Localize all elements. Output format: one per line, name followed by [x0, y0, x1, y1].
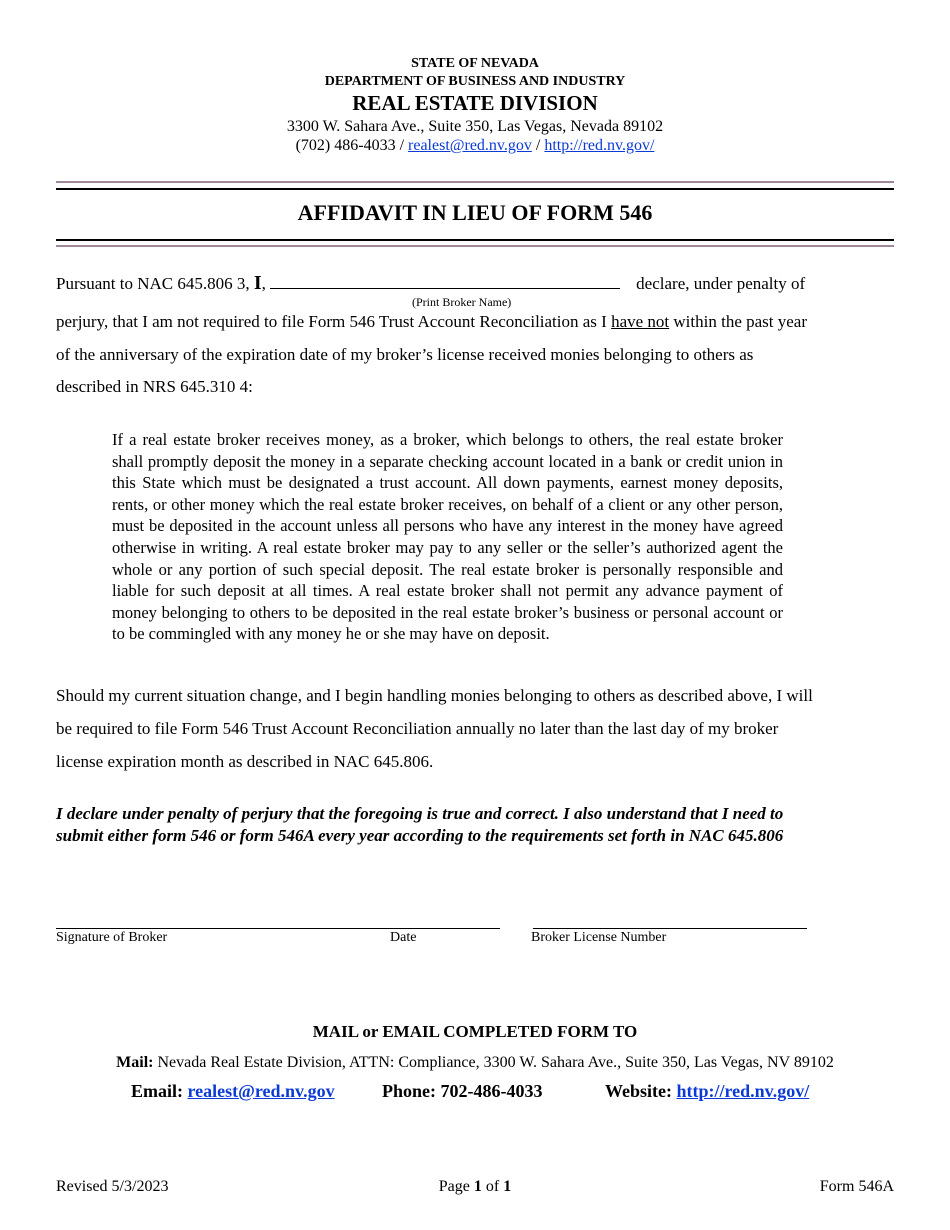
footer-page: [0, 1178, 950, 1196]
top-rule: [56, 188, 894, 190]
mail-address: Nevada Real Estate Division, ATTN: Compliance, 3300 W. Sahara Ave., Suite 350, Las Vegas, NV 89102: [157, 1054, 834, 1071]
footer-form: Form 546A: [819, 1178, 894, 1195]
intro-line-3: of the anniversary of the expiration date of my broker’s license received monies belonging to others as: [56, 345, 754, 364]
footer-page-num: 1: [473, 1178, 482, 1195]
intro-pursuant: Pursuant to NAC 645.806 3,: [56, 274, 250, 293]
header-address: 3300 W. Sahara Ave., Suite 350, Las Vegas, Nevada 89102: [286, 118, 664, 135]
website-link[interactable]: http://red.nv.gov/: [676, 1081, 810, 1101]
website-label: Website:: [605, 1081, 672, 1101]
broker-name-field[interactable]: [270, 274, 620, 289]
header-email-link[interactable]: realest@red.nv.gov: [408, 137, 532, 154]
top-accent-rule: [56, 181, 894, 183]
email-label: Email:: [131, 1081, 183, 1101]
have-not-text: have not: [611, 312, 670, 331]
footer-revised: Revised 5/3/2023: [56, 1178, 169, 1195]
intro-line2-start: perjury, that I am not required to file Form 546 Trust Account Reconciliation as I: [56, 312, 607, 331]
header-division: REAL ESTATE DIVISION: [352, 91, 598, 115]
bottom-rule: [56, 239, 894, 241]
signature-date-line[interactable]: [56, 928, 500, 929]
intro-line-1: [56, 272, 805, 295]
license-number-line[interactable]: [533, 928, 807, 929]
website-group: [605, 1081, 809, 1102]
intro-i: I: [253, 272, 262, 294]
intro-comma: ,: [261, 274, 266, 293]
declaration-line-2: submit either form 546 or form 546A every year according to the requirements set forth in NAC 645.806: [56, 826, 784, 845]
phone-group: [382, 1081, 543, 1102]
footer-of-word: of: [485, 1178, 500, 1195]
footer-page-word: Page: [438, 1178, 470, 1195]
header-phone: (702) 486-4033 /: [295, 137, 405, 154]
declaration: [56, 803, 894, 847]
nrs-quote: If a real estate broker receives money, as a broker, which belongs to others, the real estate broker shall promptly deposit the money in a separate checking account located in a bank or credit union in this State which must be designated a trust account. All down payments, earnest money deposits, rents, or other money which the real estate broker receives, on behalf of a client or any other person, must be deposited in the account unless all persons who have any interest in the money have agreed otherwise in writing. A real estate broker may pay to any seller or the seller’s authorized agent the whole or any portion of such special deposit. The real estate broker is personally responsible and liable for such deposit at all times. A real estate broker shall not permit any advance payment of money belonging to others to be deposited in the real estate broker’s business or personal account or to be commingled with any money he or she may have on deposit.: [112, 430, 783, 644]
change-line-3: license expiration month as described in NAC 645.806.: [56, 752, 434, 771]
signature-label: Signature of Broker: [56, 930, 168, 945]
print-name-label: (Print Broker Name): [412, 295, 512, 309]
phone-number: 702-486-4033: [440, 1081, 543, 1101]
mail-heading: MAIL or EMAIL COMPLETED FORM TO: [312, 1022, 638, 1041]
phone-label: Phone:: [382, 1081, 436, 1101]
intro-line-4: described in NRS 645.310 4:: [56, 377, 253, 396]
change-line-1: Should my current situation change, and I begin handling monies belonging to others as described above, I will: [56, 686, 813, 705]
intro-declare: declare, under penalty of: [636, 274, 806, 293]
header-state: STATE OF NEVADA: [411, 56, 539, 71]
date-label: Date: [390, 930, 417, 945]
header-separator: /: [535, 137, 541, 154]
email-link[interactable]: realest@red.nv.gov: [187, 1081, 335, 1101]
declaration-line-1: I declare under penalty of perjury that the foregoing is true and correct. I also understand that I need to: [56, 804, 784, 823]
change-line-2: be required to file Form 546 Trust Account Reconciliation annually no later than the last day of my broker: [56, 719, 779, 738]
mail-line: [0, 1054, 950, 1072]
intro-line2-end: within the past year: [673, 312, 808, 331]
email-group: [131, 1081, 335, 1102]
header-department: DEPARTMENT OF BUSINESS AND INDUSTRY: [324, 74, 626, 89]
mail-label: Mail:: [116, 1054, 154, 1071]
bottom-accent-rule: [56, 245, 894, 247]
footer-page-total: 1: [503, 1178, 512, 1195]
license-label: Broker License Number: [531, 930, 667, 945]
header-contact: [0, 137, 950, 155]
page-title: AFFIDAVIT IN LIEU OF FORM 546: [297, 200, 653, 225]
header-website-link[interactable]: http://red.nv.gov/: [544, 137, 655, 154]
intro-line-2: [56, 312, 807, 332]
